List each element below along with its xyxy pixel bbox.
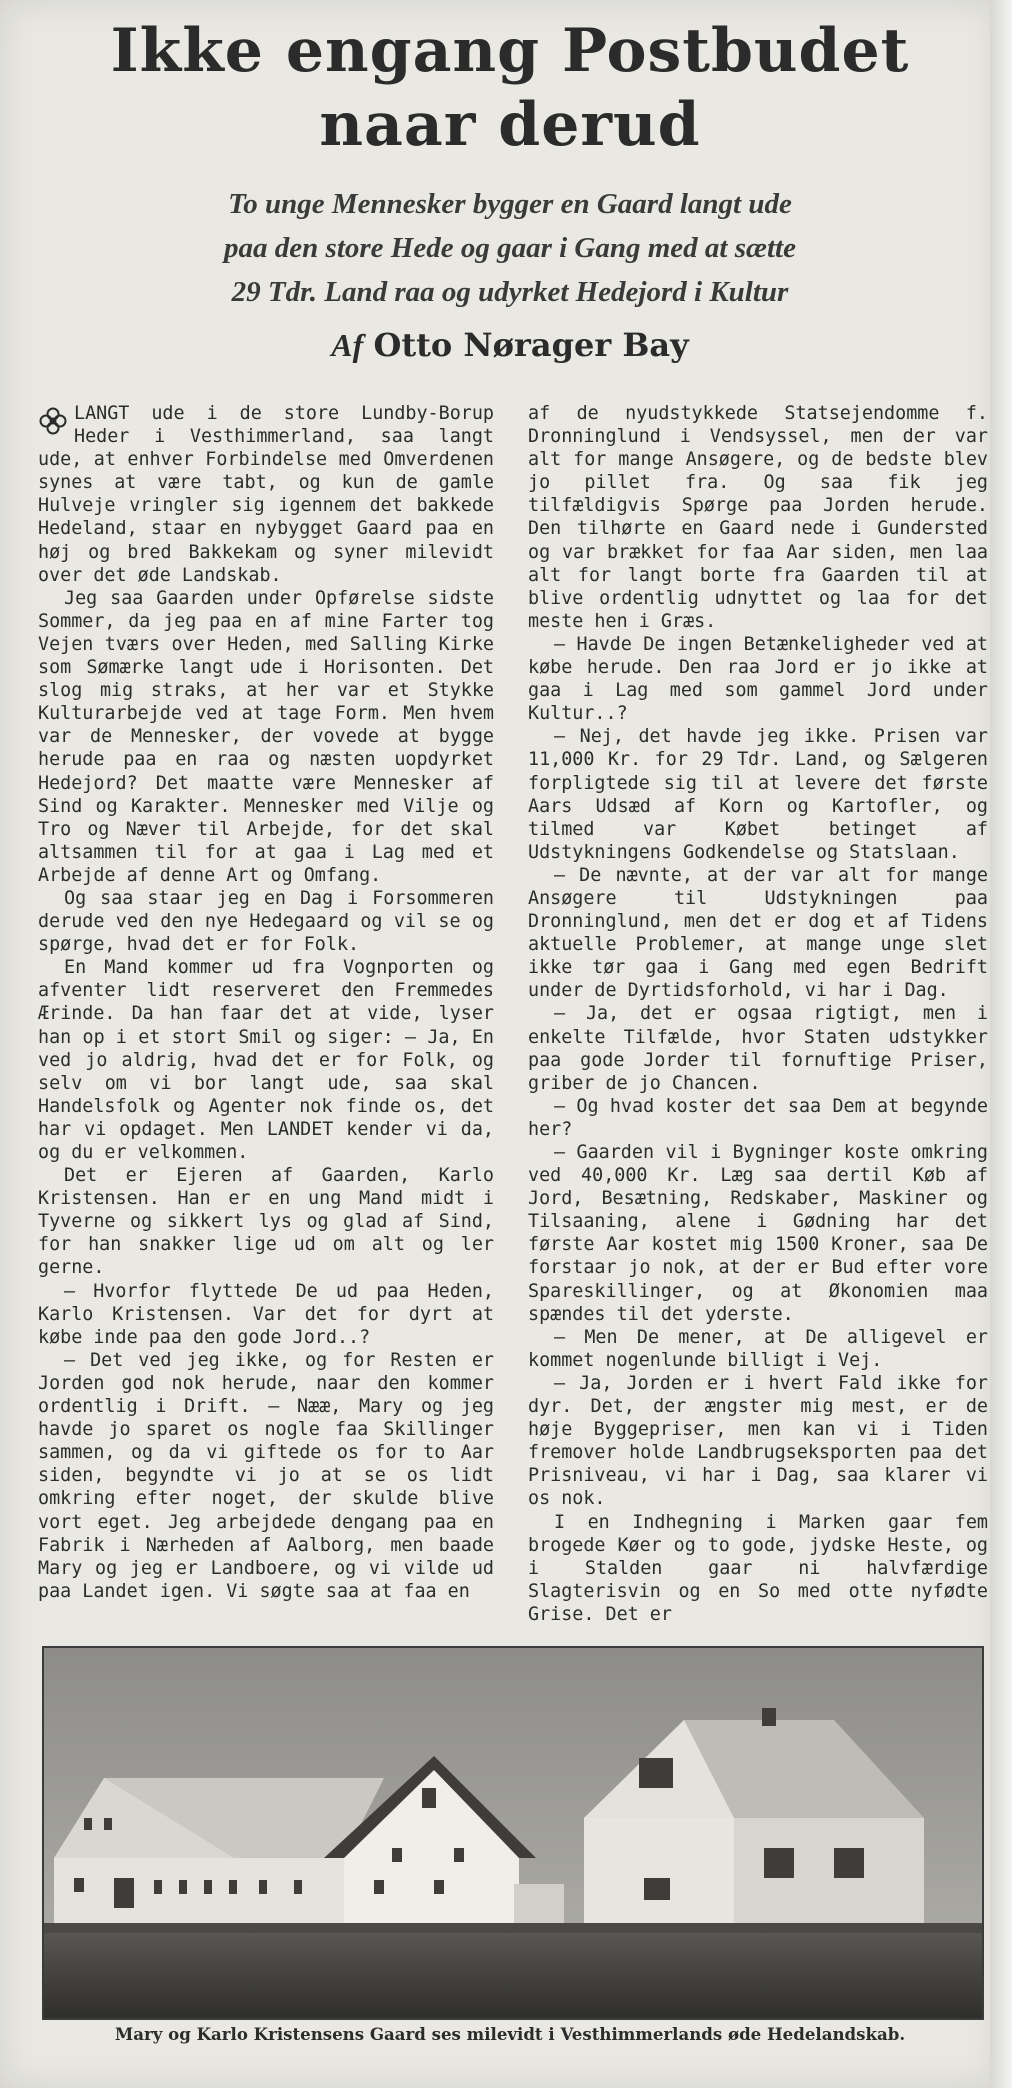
subtitle-line-1: To unge Mennesker bygger en Gaard langt ude [228, 188, 792, 220]
paragraph: — Det ved jeg ikke, og for Resten er Jorden god nok herude, naar den kommer ordentlig i Drift. — Nææ, Mary og jeg havde jo sparet os nogle faa Skillinger sammen, og da vi giftede os for to Aar siden, begyndte vi jo at se os lidt omkring efter noget, der skulde blive vort eget. Jeg arbejdede dengang paa en Fabrik i Nærheden af Aalborg, men baade Mary og jeg er Landboere, og vi vilde ud paa Landet igen. Vi søgte saa at faa en [38, 1349, 494, 1602]
scan-edge [990, 0, 1012, 2088]
paragraph: — Gaarden vil i Bygninger koste omkring ved 40,000 Kr. Læg saa dertil Køb af Jord, Besætning, Redskaber, Maskiner og Tilsaaning, alene i Gødning har det første Aar kostet mig 1500 Kroner, saa De forstaar jo nok, at der er Bud efter vore Spareskillinger, og at Økonomien maa spændes til det yderste. [528, 1142, 988, 1325]
paragraph: LANGT ude i de store Lundby-Borup Heder i Vesthimmerland, saa langt ude, at enhver Forbindelse med Omverdenen synes at være tabt, og kun de gamle Hulveje vringler sig igennem det bakkede Hedeland, staar en nybygget Gaard paa en høj og bred Bakkekam og syner milevidt over det øde Landskab. [38, 403, 494, 586]
paragraph: Jeg saa Gaarden under Opførelse sidste Sommer, da jeg paa en af mine Farter tog Vejen tværs over Heden, med Salling Kirke som Sømærke langt ude i Horisonten. Det slog mig straks, at her var et Stykke Kulturarbejde ved at tage Form. Men hvem var de Mennesker, der vovede at bygge herude paa en raa og næsten uopdyrket Hedejord? Det maatte være Mennesker af Sind og Karakter. Mennesker med Vilje og Tro og Næver til Arbejde, for det skal altsammen til for at gaa i Lag med et Arbejde af denne Art og Omfang. [38, 587, 494, 886]
headline-line-1: Ikke engang Postbudet [110, 16, 910, 86]
farm-buildings-image [44, 1648, 982, 2018]
subtitle-line-2: paa den store Hede og gaar i Gang med at sætte [224, 232, 796, 264]
headline-line-2: naar derud [319, 90, 701, 160]
paragraph: — Ja, Jorden er i hvert Fald ikke for dyr. Det, der ængster mig mest, er de høje Byggepriser, men kan vi i Tiden fremover holde Landbrugseksporten paa det Prisniveau, vi har i Dag, saa klarer vi os nok. [528, 1372, 988, 1510]
paragraph: — De nævnte, at der var alt for mange Ansøgere til Udstykningen paa Dronninglund, men det er dog et af Tidens aktuelle Problemer, at mange unge slet ikke tør gaa i Gang med egen Bedrift under de Dyrtidsforhold, vi har i Dag. [528, 864, 988, 1002]
byline-prefix: Af [331, 327, 364, 363]
paragraph: — Ja, det er ogsaa rigtigt, men i enkelte Tilfælde, hvor Staten udstykker paa gode Jorder til fornuftige Priser, griber de jo Chancen. [528, 1003, 988, 1094]
paragraph: Det er Ejeren af Gaarden, Karlo Kristensen. Han er en ung Mand midt i Tyverne og sikkert lys og glad af Sind, for han snakker lige ud om alt og ler gerne. [38, 1165, 494, 1279]
farmhouse-photo [42, 1646, 984, 2020]
byline [200, 326, 820, 364]
headline [40, 14, 980, 162]
subtitle-line-3: 29 Tdr. Land raa og udyrket Hedejord i Kultur [231, 276, 789, 308]
subtitle [120, 182, 900, 314]
paragraph: En Mand kommer ud fra Vognporten og afventer lidt reserveret den Fremmedes Ærinde. Da han faar det at vide, lyser han op i et stort Smil og siger: — Ja, En ved jo aldrig, hvad det er for Folk, og selv om vi bor langt ude, saa skal Handelsfolk og Agenter nok finde os, det har vi opdaget. Men LANDET kender vi da, og du er velkommen. [38, 957, 494, 1163]
photo-caption: Mary og Karlo Kristensens Gaard ses milevidt i Vesthimmerlands øde Hedelandskab. [114, 2024, 906, 2044]
paragraph: — Havde De ingen Betænkeligheder ved at købe herude. Den raa Jord er jo ikke at gaa i Lag med som gammel Jord under Kultur..? [528, 633, 988, 725]
flower-ornament-icon [38, 406, 68, 436]
article-column-right [528, 402, 988, 1625]
paragraph: — Nej, det havde jeg ikke. Prisen var 11,000 Kr. for 29 Tdr. Land, og Sælgeren forpligtede sig til at levere det første Aars Udsæd af Korn og Kartofler, og tilmed var Købet betinget af Udstykningens Godkendelse og Statslaan. [528, 726, 988, 863]
paragraph: Og saa staar jeg en Dag i Forsommeren derude ved den nye Hedegaard og vil se og spørge, hvad det er for Folk. [38, 887, 494, 956]
paragraph: — Og hvad koster det saa Dem at begynde her? [528, 1095, 988, 1140]
article-column-left [38, 402, 494, 1604]
paragraph: — Men De mener, at De alligevel er kommet nogenlunde billigt i Vej. [528, 1326, 988, 1371]
paragraph: — Hvorfor flyttede De ud paa Heden, Karlo Kristensen. Var det for dyrt at købe inde paa den gode Jord..? [38, 1280, 494, 1348]
byline-author: Otto Nørager Bay [373, 326, 689, 364]
paragraph: I en Indhegning i Marken gaar fem brogede Køer og to gode, jydske Heste, og i Stalden gaar ni halvfærdige Slagterisvin og en So med otte nyfødte Grise. Det er [528, 1511, 988, 1625]
paragraph: af de nyudstykkede Statsejendomme f. Dronninglund i Vendsyssel, men der var alt for mange Ansøgere, og de bedste blev jo pillet fra. Og saa fik jeg tilfældigvis Spørge paa Jorden herude. Den tilhørte en Gaard nede i Gundersted og var brækket for faa Aar siden, men laa alt for langt borte fra Gaarden til at blive ordentlig udnyttet og laa for det meste hen i Græs. [528, 403, 988, 632]
